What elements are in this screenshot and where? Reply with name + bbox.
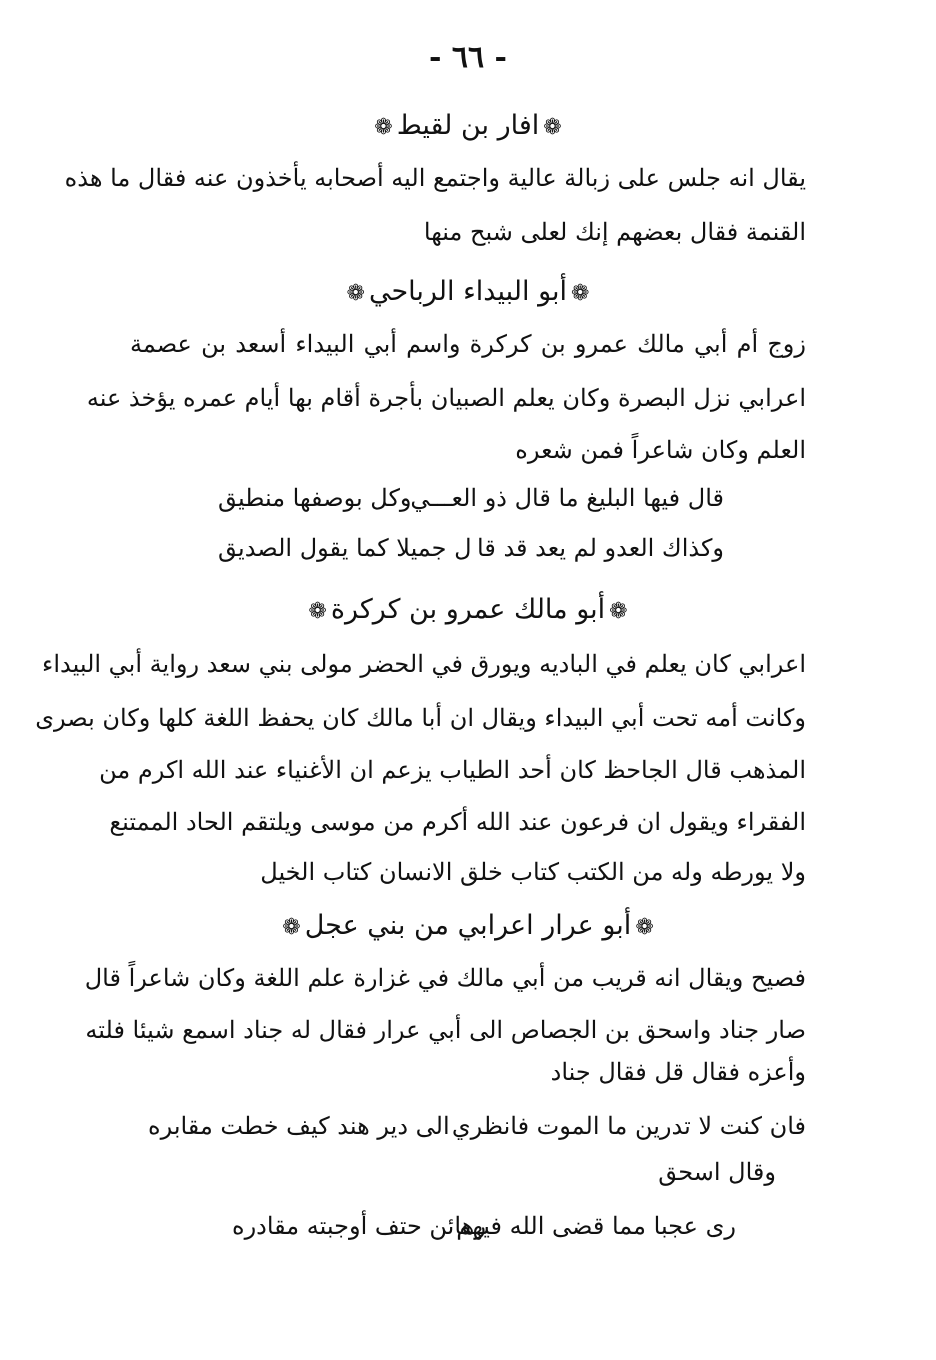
heading-text: افار بن لقيط [396,110,540,141]
verse-first-hemistich: وكذاك العدو لم يعد قد قا [477,534,724,562]
text-line: وكانت أمه تحت أبي البيداء ويقال ان أبا مالك كان يحفظ اللغة كلها وكان بصرى [35,704,806,732]
heading-text: أبو مالك عمرو بن كركرة [330,594,606,625]
heading-text: أبو عرار اعرابي من بني عجل [304,910,632,941]
ornament-icon: ❁ [543,115,562,140]
verse-first-hemistich: فان كنت لا تدرين ما الموت فانظري [451,1112,806,1140]
section-heading-1 [0,110,936,141]
section-heading-4 [0,910,936,941]
verse-second-hemistich: الى دير هند كيف خطت مقابره [148,1112,450,1140]
text-line: اعرابي كان يعلم في الباديه ويورق في الحضر مولى بني سعد رواية أبي البيداء [42,650,806,678]
heading-text: أبو البيداء الرباحي [368,276,568,307]
section-heading-3 [0,594,936,625]
text-line: المذهب قال الجاحظ كان أحد الطياب يزعم ان الأغنياء عند الله اكرم من [99,756,806,784]
text-line: القنمة فقال بعضهم إنك لعلى شبح منها [423,218,806,246]
verse-first-hemistich: قال فيها البليغ ما قال ذو العـــي [410,484,724,512]
ornament-icon: ❁ [635,915,654,940]
text-line: العلم وكان شاعراً فمن شعره [515,436,806,464]
ornament-icon: ❁ [282,915,301,940]
text-line: ولا يورطه وله من الكتب كتاب خلق الانسان كتاب الخيل [260,858,806,886]
ornament-icon: ❁ [308,599,327,624]
verse-second-hemistich: رهائن حتف أوجبته مقادره [232,1212,486,1240]
ornament-icon: ❁ [374,115,393,140]
text-line: زوج أم أبي مالك عمرو بن كركرة واسم أبي البيداء أسعد بن عصمة [130,330,806,358]
page-number: - ٦٦ - [428,40,508,75]
verse-second-hemistich: ل جميلا كما يقول الصديق [218,534,472,562]
text-line: صار جناد واسحق بن الجصاص الى أبي عرار فقال له جناد اسمع شيئا فلته [85,1016,806,1044]
text-line: يقال انه جلس على زبالة عالية واجتمع اليه أصحابه يأخذون عنه فقال ما هذه [64,164,806,192]
section-heading-2 [0,276,936,307]
ornament-icon: ❁ [609,599,628,624]
text-line: وأعزه فقال قل فقال جناد [550,1058,806,1086]
ornament-icon: ❁ [571,281,590,306]
text-line: الفقراء ويقول ان فرعون عند الله أكرم من موسى ويلتقم الحاد الممتنع [109,808,806,836]
verse-first-hemistich: ری عجبا مما قضی الله فیهم [456,1212,736,1240]
interlude-line: وقال اسحق [658,1158,776,1186]
verse-second-hemistich: وكل بوصفها منطيق [218,484,412,512]
ornament-icon: ❁ [346,281,365,306]
text-line: فصيح ويقال انه قريب من أبي مالك في غزارة علم اللغة وكان شاعراً قال [84,964,806,992]
text-line: اعرابي نزل البصرة وكان يعلم الصبيان بأجرة أقام بها أيام عمره يؤخذ عنه [86,384,806,412]
